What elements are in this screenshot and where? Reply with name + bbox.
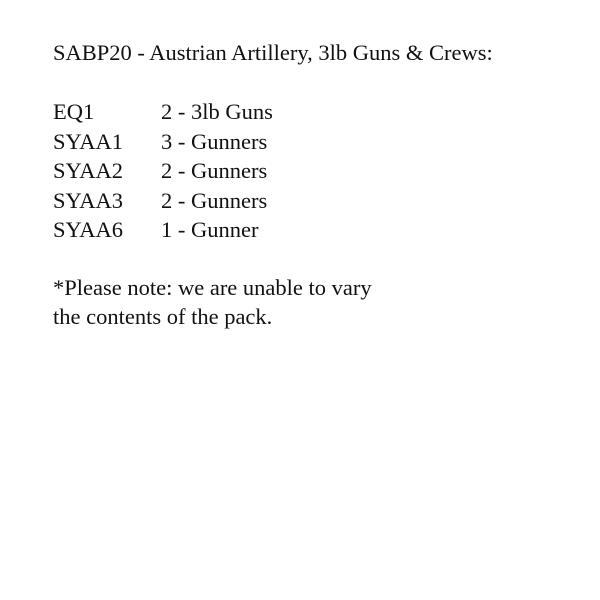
item-code: EQ1 <box>53 99 95 124</box>
list-item <box>53 156 573 186</box>
list-item <box>53 186 573 216</box>
item-code: SYAA6 <box>53 217 124 242</box>
list-item <box>53 97 573 127</box>
item-code: SYAA2 <box>53 158 124 183</box>
pack-contents-list <box>53 97 573 245</box>
item-code: SYAA3 <box>53 187 124 213</box>
item-description: 2 - Gunners <box>161 158 268 183</box>
document-page <box>53 38 573 332</box>
item-description: 2 - 3lb Guns <box>161 99 273 124</box>
list-item <box>53 215 573 245</box>
note-line-1: *Please note: we are unable to vary <box>53 274 372 300</box>
item-description: 1 - Gunner <box>161 217 259 242</box>
pack-note <box>53 273 573 332</box>
list-item <box>53 127 573 157</box>
note-line-2: the contents of the pack. <box>53 304 273 329</box>
item-description: 3 - Gunners <box>161 128 268 154</box>
item-code: SYAA1 <box>53 128 124 154</box>
item-description: 2 - Gunners <box>161 187 268 213</box>
pack-title: SABP20 - Austrian Artillery, 3lb Guns & Crews: <box>53 40 493 65</box>
